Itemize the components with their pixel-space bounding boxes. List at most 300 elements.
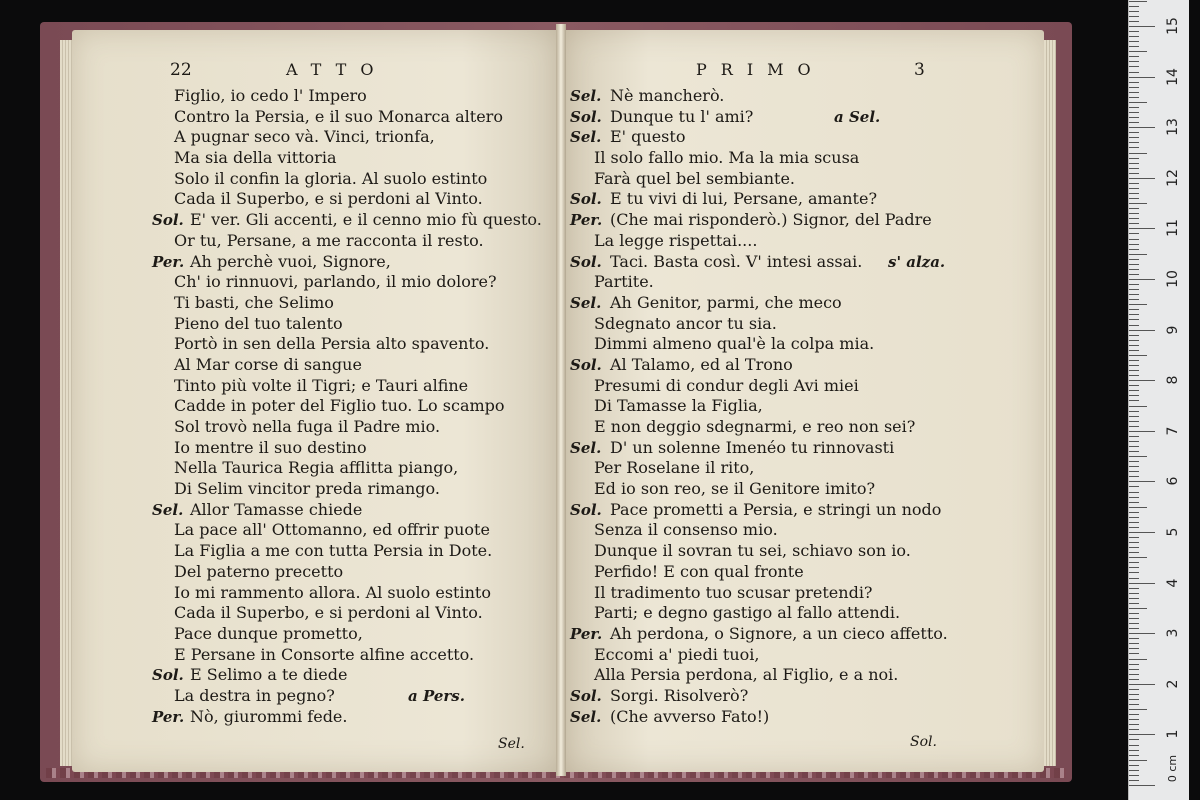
verse-text: Eccomi a' piedi tuoi, xyxy=(594,644,760,664)
ruler-tick xyxy=(1129,598,1139,599)
ruler-tick xyxy=(1129,497,1139,498)
text-line xyxy=(152,252,552,273)
ruler-tick xyxy=(1129,370,1139,371)
verse-text: Io mi rammento allora. Al suolo estinto xyxy=(174,582,491,602)
verse-text: Sorgi. Risolverò? xyxy=(610,685,749,705)
text-line xyxy=(152,355,552,376)
ruler-tick xyxy=(1129,178,1155,179)
text-line xyxy=(152,541,552,562)
ruler-tick xyxy=(1129,719,1139,720)
ruler-label: 2 xyxy=(1165,679,1181,689)
right-running-head: PRIMO xyxy=(696,60,825,79)
ruler-tick xyxy=(1129,380,1155,381)
text-line xyxy=(152,293,552,314)
text-line xyxy=(570,645,1040,666)
ruler-tick xyxy=(1129,785,1155,786)
ruler-tick xyxy=(1129,603,1139,604)
ruler-tick xyxy=(1129,137,1139,138)
right-page-number: 3 xyxy=(914,60,925,80)
ruler-tick xyxy=(1129,466,1139,467)
verse-text: Ah perdona, o Signore, a un cieco affetto. xyxy=(610,623,948,643)
ruler-tick xyxy=(1129,41,1139,42)
verse-text: Presumi di condur degli Avi miei xyxy=(594,375,859,395)
text-line xyxy=(152,458,552,479)
ruler-tick xyxy=(1129,360,1139,361)
verse-text: La pace all' Ottomanno, ed offrir puote xyxy=(174,520,490,540)
verse-text: Farà quel bel sembiante. xyxy=(594,168,795,188)
ruler-tick xyxy=(1129,340,1139,341)
verse-text: Perfido! E con qual fronte xyxy=(594,561,804,581)
ruler-tick xyxy=(1129,451,1139,452)
ruler-label: 10 xyxy=(1165,270,1181,288)
ruler-tick xyxy=(1129,163,1139,164)
text-line xyxy=(570,231,1040,252)
ruler-tick xyxy=(1129,147,1139,148)
verse-text: La legge rispettai.... xyxy=(594,230,758,250)
ruler-tick xyxy=(1129,198,1139,199)
verse-text: Pieno del tuo talento xyxy=(174,313,343,333)
ruler-unit-label: 0 cm xyxy=(1166,754,1180,783)
ruler-tick xyxy=(1129,385,1139,386)
right-page-text xyxy=(570,86,1040,727)
speaker-label: Sel. xyxy=(570,87,602,105)
text-line xyxy=(152,107,552,128)
verse-text: Ma sia della vittoria xyxy=(174,148,337,168)
ruler-tick xyxy=(1129,633,1155,634)
verse-text: La Figlia a me con tutta Persia in Dote. xyxy=(174,541,493,561)
verse-text: Alla Persia perdona, al Figlio, e a noi. xyxy=(594,665,899,685)
text-line xyxy=(152,169,552,190)
ruler-tick xyxy=(1129,431,1155,432)
ruler-tick xyxy=(1129,770,1139,771)
verse-text: Sdegnato ancor tu sia. xyxy=(594,313,777,333)
ruler-tick xyxy=(1129,476,1139,477)
ruler-tick xyxy=(1129,664,1139,665)
verse-text: Cadde in poter del Figlio tuo. Lo scampo xyxy=(174,396,505,416)
ruler-tick xyxy=(1129,709,1147,710)
ruler-tick xyxy=(1129,567,1139,568)
ruler-tick xyxy=(1129,411,1139,412)
ruler-tick xyxy=(1129,112,1139,113)
verse-text: Cada il Superbo, e si perdoni al Vinto. xyxy=(174,603,483,623)
speaker-label: Sol. xyxy=(570,190,602,209)
ruler-tick xyxy=(1129,638,1139,639)
text-line xyxy=(570,562,1040,583)
ruler-tick xyxy=(1129,446,1139,447)
text-line xyxy=(152,686,552,707)
text-line xyxy=(152,583,552,604)
text-line xyxy=(152,438,552,459)
verse-text: E non deggio sdegnarmi, e reo non sei? xyxy=(594,417,916,436)
verse-text: Nella Taurica Regia afflitta piango, xyxy=(174,458,459,478)
text-line xyxy=(570,189,1040,210)
ruler-tick xyxy=(1129,552,1139,553)
verse-text: Tinto più volte il Tigri; e Tauri alfine xyxy=(174,375,469,395)
text-line xyxy=(152,376,552,397)
ruler-tick xyxy=(1129,461,1139,462)
verse-text: E tu vivi di lui, Persane, amante? xyxy=(610,189,878,209)
speaker-label: Sol. xyxy=(570,252,602,271)
text-line xyxy=(570,293,1040,314)
ruler-tick xyxy=(1129,522,1139,523)
speaker-label: Sol. xyxy=(570,355,602,374)
text-line xyxy=(152,334,552,355)
ruler-tick xyxy=(1129,284,1139,285)
text-line xyxy=(570,417,1040,438)
text-line xyxy=(152,624,552,645)
ruler-tick xyxy=(1129,734,1155,735)
text-line xyxy=(570,541,1040,562)
ruler-tick xyxy=(1129,547,1139,548)
ruler-tick xyxy=(1129,502,1139,503)
ruler-tick xyxy=(1129,669,1139,670)
ruler-tick xyxy=(1129,16,1139,17)
ruler-label: 6 xyxy=(1165,476,1181,486)
left-page-text xyxy=(152,86,552,727)
ruler-tick xyxy=(1129,507,1147,508)
ruler-tick xyxy=(1129,684,1155,685)
speaker-label: Sel. xyxy=(570,293,602,312)
text-line xyxy=(570,314,1040,335)
ruler-tick xyxy=(1129,745,1139,746)
verse-text: (Che avverso Fato!) xyxy=(610,706,770,726)
book-gutter xyxy=(556,24,566,776)
ruler-tick xyxy=(1129,593,1139,594)
ruler-tick xyxy=(1129,739,1139,740)
verse-text: Solo il confin la gloria. Al suolo estinto xyxy=(174,168,488,188)
text-line xyxy=(152,500,552,521)
text-line xyxy=(570,169,1040,190)
ruler-tick xyxy=(1129,613,1139,614)
ruler-tick xyxy=(1129,254,1147,255)
speaker-label: Sel. xyxy=(570,438,602,457)
ruler-label: 15 xyxy=(1165,17,1181,35)
ruler-tick xyxy=(1129,228,1155,229)
speaker-label: Sel. xyxy=(570,128,602,147)
verse-text: A pugnar seco và. Vinci, trionfa, xyxy=(174,127,435,147)
ruler-tick xyxy=(1129,213,1139,214)
ruler-tick xyxy=(1129,66,1139,67)
ruler-tick xyxy=(1129,6,1139,7)
verse-text: Di Tamasse la Figlia, xyxy=(594,396,763,416)
verse-text: (Che mai risponderò.) Signor, del Padre xyxy=(610,210,932,230)
verse-text: Nò, giurommi fede. xyxy=(190,706,348,726)
text-line xyxy=(152,417,552,438)
ruler-tick xyxy=(1129,77,1155,78)
ruler-label: 9 xyxy=(1165,325,1181,335)
verse-text: Senza il consenso mio. xyxy=(594,520,778,540)
ruler-tick xyxy=(1129,92,1139,93)
text-line xyxy=(570,438,1040,459)
ruler-tick xyxy=(1129,588,1139,589)
ruler-tick xyxy=(1129,218,1139,219)
ruler-tick xyxy=(1129,492,1139,493)
verse-text: Ed io son reo, se il Genitore imito? xyxy=(594,479,876,499)
verse-text: Del paterno precetto xyxy=(174,561,344,581)
ruler-tick xyxy=(1129,679,1139,680)
speaker-label: Sol. xyxy=(152,666,184,685)
left-running-head: ATTO xyxy=(286,60,388,79)
ruler-tick xyxy=(1129,623,1139,624)
page-edges-right xyxy=(1044,40,1056,766)
ruler-tick xyxy=(1129,87,1139,88)
left-catchword: Sel. xyxy=(498,736,525,752)
verse-text: Cada il Superbo, e si perdoni al Vinto. xyxy=(174,189,483,209)
stage-direction: a Pers. xyxy=(408,686,465,705)
text-line xyxy=(570,272,1040,293)
ruler-tick xyxy=(1129,400,1139,401)
ruler-tick xyxy=(1129,750,1139,751)
ruler-tick xyxy=(1129,390,1139,391)
ruler-tick xyxy=(1129,395,1139,396)
right-catchword: Sol. xyxy=(910,734,937,750)
ruler-tick xyxy=(1129,355,1147,356)
ruler-tick xyxy=(1129,345,1139,346)
text-line xyxy=(570,686,1040,707)
ruler-tick xyxy=(1129,325,1139,326)
ruler-tick xyxy=(1129,441,1139,442)
speaker-label: Per. xyxy=(152,707,185,726)
text-line xyxy=(570,479,1040,500)
ruler-tick xyxy=(1129,279,1155,280)
text-line xyxy=(570,334,1040,355)
ruler-tick xyxy=(1129,239,1139,240)
ruler-tick xyxy=(1129,572,1139,573)
verse-text: Ch' io rinnuovi, parlando, il mio dolore? xyxy=(174,272,497,292)
verse-text: Il solo fallo mio. Ma la mia scusa xyxy=(594,148,860,168)
ruler-label: 7 xyxy=(1165,426,1181,436)
ruler-tick xyxy=(1129,31,1139,32)
ruler-tick xyxy=(1129,542,1139,543)
ruler-tick xyxy=(1129,122,1139,123)
verse-text: D' un solenne Imenéo tu rinnovasti xyxy=(610,437,895,457)
ruler-label: 5 xyxy=(1165,527,1181,537)
verse-text: Portò in sen della Persia alto spavento. xyxy=(174,334,490,354)
text-line xyxy=(570,127,1040,148)
verse-text: Al Mar corse di sangue xyxy=(174,354,362,374)
ruler-tick xyxy=(1129,117,1139,118)
text-line xyxy=(152,86,552,107)
ruler-tick xyxy=(1129,168,1139,169)
verse-text: Pace dunque prometto, xyxy=(174,623,363,643)
verse-text: Di Selim vincitor preda rimango. xyxy=(174,479,440,499)
ruler-tick xyxy=(1129,512,1139,513)
verse-text: Ti basti, che Selimo xyxy=(174,292,334,312)
verse-text: La destra in pegno? xyxy=(174,685,335,705)
verse-text: Dunque tu l' ami? xyxy=(610,106,754,126)
ruler-tick xyxy=(1129,426,1139,427)
speaker-label: Per. xyxy=(152,252,185,271)
ruler-label: 12 xyxy=(1165,168,1181,187)
verse-text: Figlio, io cedo l' Impero xyxy=(174,86,367,105)
ruler-label: 14 xyxy=(1165,67,1181,86)
ruler-tick xyxy=(1129,72,1139,73)
ruler-tick xyxy=(1129,51,1147,52)
verse-text: Dimmi almeno qual'è la colpa mia. xyxy=(594,334,875,354)
ruler-tick xyxy=(1129,689,1139,690)
ruler-tick xyxy=(1129,107,1139,108)
text-line xyxy=(570,624,1040,645)
text-line xyxy=(570,500,1040,521)
ruler-tick xyxy=(1129,714,1139,715)
ruler-tick xyxy=(1129,436,1139,437)
ruler-label: 8 xyxy=(1165,375,1181,385)
ruler-tick xyxy=(1129,416,1139,417)
ruler-tick xyxy=(1129,56,1139,57)
text-line xyxy=(152,127,552,148)
ruler-tick xyxy=(1129,269,1139,270)
ruler-tick xyxy=(1129,26,1155,27)
ruler-tick xyxy=(1129,11,1139,12)
ruler-tick xyxy=(1129,456,1147,457)
speaker-label: Sel. xyxy=(570,707,602,726)
ruler-tick xyxy=(1129,481,1155,482)
ruler-tick xyxy=(1129,102,1147,103)
text-line xyxy=(152,314,552,335)
text-line xyxy=(570,665,1040,686)
verse-text: Pace prometti a Persia, e stringi un nodo xyxy=(610,499,942,519)
ruler-tick xyxy=(1129,643,1139,644)
ruler-tick xyxy=(1129,471,1139,472)
text-line xyxy=(152,210,552,231)
speaker-label: Sol. xyxy=(152,211,184,230)
ruler-tick xyxy=(1129,755,1139,756)
ruler-label: 4 xyxy=(1165,578,1181,588)
text-line xyxy=(152,707,552,728)
verse-text: Ah perchè vuoi, Signore, xyxy=(190,251,391,271)
ruler-tick xyxy=(1129,294,1139,295)
verse-text: Ah Genitor, parmi, che meco xyxy=(610,292,842,312)
ruler-tick xyxy=(1129,289,1139,290)
text-line xyxy=(152,665,552,686)
ruler-tick xyxy=(1129,517,1139,518)
text-line xyxy=(152,645,552,666)
ruler-tick xyxy=(1129,132,1139,133)
ruler-tick xyxy=(1129,780,1139,781)
speaker-label: Sol. xyxy=(570,107,602,126)
verse-text: Dunque il sovran tu sei, schiavo son io. xyxy=(594,541,911,561)
ruler-tick xyxy=(1129,82,1139,83)
ruler-tick xyxy=(1129,153,1147,154)
text-line xyxy=(570,355,1040,376)
ruler-tick xyxy=(1129,127,1155,128)
text-line xyxy=(570,210,1040,231)
text-line xyxy=(152,562,552,583)
text-line xyxy=(570,520,1040,541)
ruler-tick xyxy=(1129,36,1139,37)
ruler-tick xyxy=(1129,319,1139,320)
text-line xyxy=(152,148,552,169)
ruler-label: 1 xyxy=(1165,729,1181,739)
text-line xyxy=(570,107,1040,128)
verse-text: Nè mancherò. xyxy=(610,86,725,105)
ruler-tick xyxy=(1129,365,1139,366)
verse-text: Il tradimento tuo scusar pretendi? xyxy=(594,582,873,602)
text-line xyxy=(570,458,1040,479)
verse-text: Al Talamo, ed al Trono xyxy=(610,354,793,374)
speaker-label: Sol. xyxy=(570,686,602,705)
verse-text: Taci. Basta così. V' intesi assai. xyxy=(610,251,863,271)
ruler-tick xyxy=(1129,193,1139,194)
ruler-tick xyxy=(1129,233,1139,234)
ruler-tick xyxy=(1129,330,1155,331)
ruler-tick xyxy=(1129,704,1139,705)
text-line xyxy=(570,86,1040,107)
speaker-label: Sol. xyxy=(570,500,602,519)
stage-direction: a Sel. xyxy=(834,107,881,126)
ruler-label: 3 xyxy=(1165,628,1181,638)
ruler-tick xyxy=(1129,249,1139,250)
speaker-label: Per. xyxy=(570,624,603,643)
speaker-label: Per. xyxy=(570,211,603,230)
ruler-tick xyxy=(1129,274,1139,275)
verse-text: E' ver. Gli accenti, e il cenno mio fù questo. xyxy=(190,210,542,230)
verse-text: Io mentre il suo destino xyxy=(174,437,367,457)
ruler-tick xyxy=(1129,350,1139,351)
text-line xyxy=(152,189,552,210)
ruler-tick xyxy=(1129,618,1139,619)
ruler-label: 11 xyxy=(1165,219,1181,238)
verse-text: Contro la Persia, e il suo Monarca altero xyxy=(174,106,503,126)
left-page-number: 22 xyxy=(170,60,192,80)
ruler-tick xyxy=(1129,21,1139,22)
verse-text: Partite. xyxy=(594,272,654,292)
ruler-tick xyxy=(1129,299,1139,300)
text-line xyxy=(570,376,1040,397)
ruler-tick xyxy=(1129,314,1139,315)
ruler-label: 13 xyxy=(1165,118,1181,137)
ruler-tick xyxy=(1129,46,1139,47)
ruler-tick xyxy=(1129,61,1139,62)
ruler-tick xyxy=(1129,421,1139,422)
verse-text: E Persane in Consorte alfine accetto. xyxy=(174,644,475,664)
text-line xyxy=(152,396,552,417)
verse-text: E' questo xyxy=(610,127,686,147)
measurement-ruler xyxy=(1128,0,1189,800)
text-line xyxy=(152,231,552,252)
text-line xyxy=(570,148,1040,169)
ruler-tick xyxy=(1129,729,1139,730)
ruler-tick xyxy=(1129,264,1139,265)
ruler-tick xyxy=(1129,699,1139,700)
ruler-tick xyxy=(1129,97,1139,98)
verse-text: Per Roselane il rito, xyxy=(594,458,755,478)
ruler-tick xyxy=(1129,188,1139,189)
ruler-tick xyxy=(1129,375,1139,376)
ruler-tick xyxy=(1129,694,1139,695)
text-line xyxy=(152,603,552,624)
text-line xyxy=(570,707,1040,728)
ruler-tick xyxy=(1129,562,1139,563)
stage-direction: s' alza. xyxy=(888,252,946,271)
ruler-tick xyxy=(1129,628,1139,629)
ruler-tick xyxy=(1129,142,1139,143)
ruler-tick xyxy=(1129,486,1139,487)
ruler-tick xyxy=(1129,724,1139,725)
ruler-tick xyxy=(1129,532,1155,533)
ruler-tick xyxy=(1129,583,1155,584)
ruler-tick xyxy=(1129,608,1147,609)
ruler-tick xyxy=(1129,653,1139,654)
ruler-tick xyxy=(1129,158,1139,159)
text-line xyxy=(152,520,552,541)
ruler-tick xyxy=(1129,173,1139,174)
verse-text: Or tu, Persane, a me racconta il resto. xyxy=(174,230,484,250)
ruler-tick xyxy=(1129,335,1139,336)
ruler-tick xyxy=(1129,406,1147,407)
ruler-tick xyxy=(1129,183,1139,184)
ruler-tick xyxy=(1129,259,1139,260)
